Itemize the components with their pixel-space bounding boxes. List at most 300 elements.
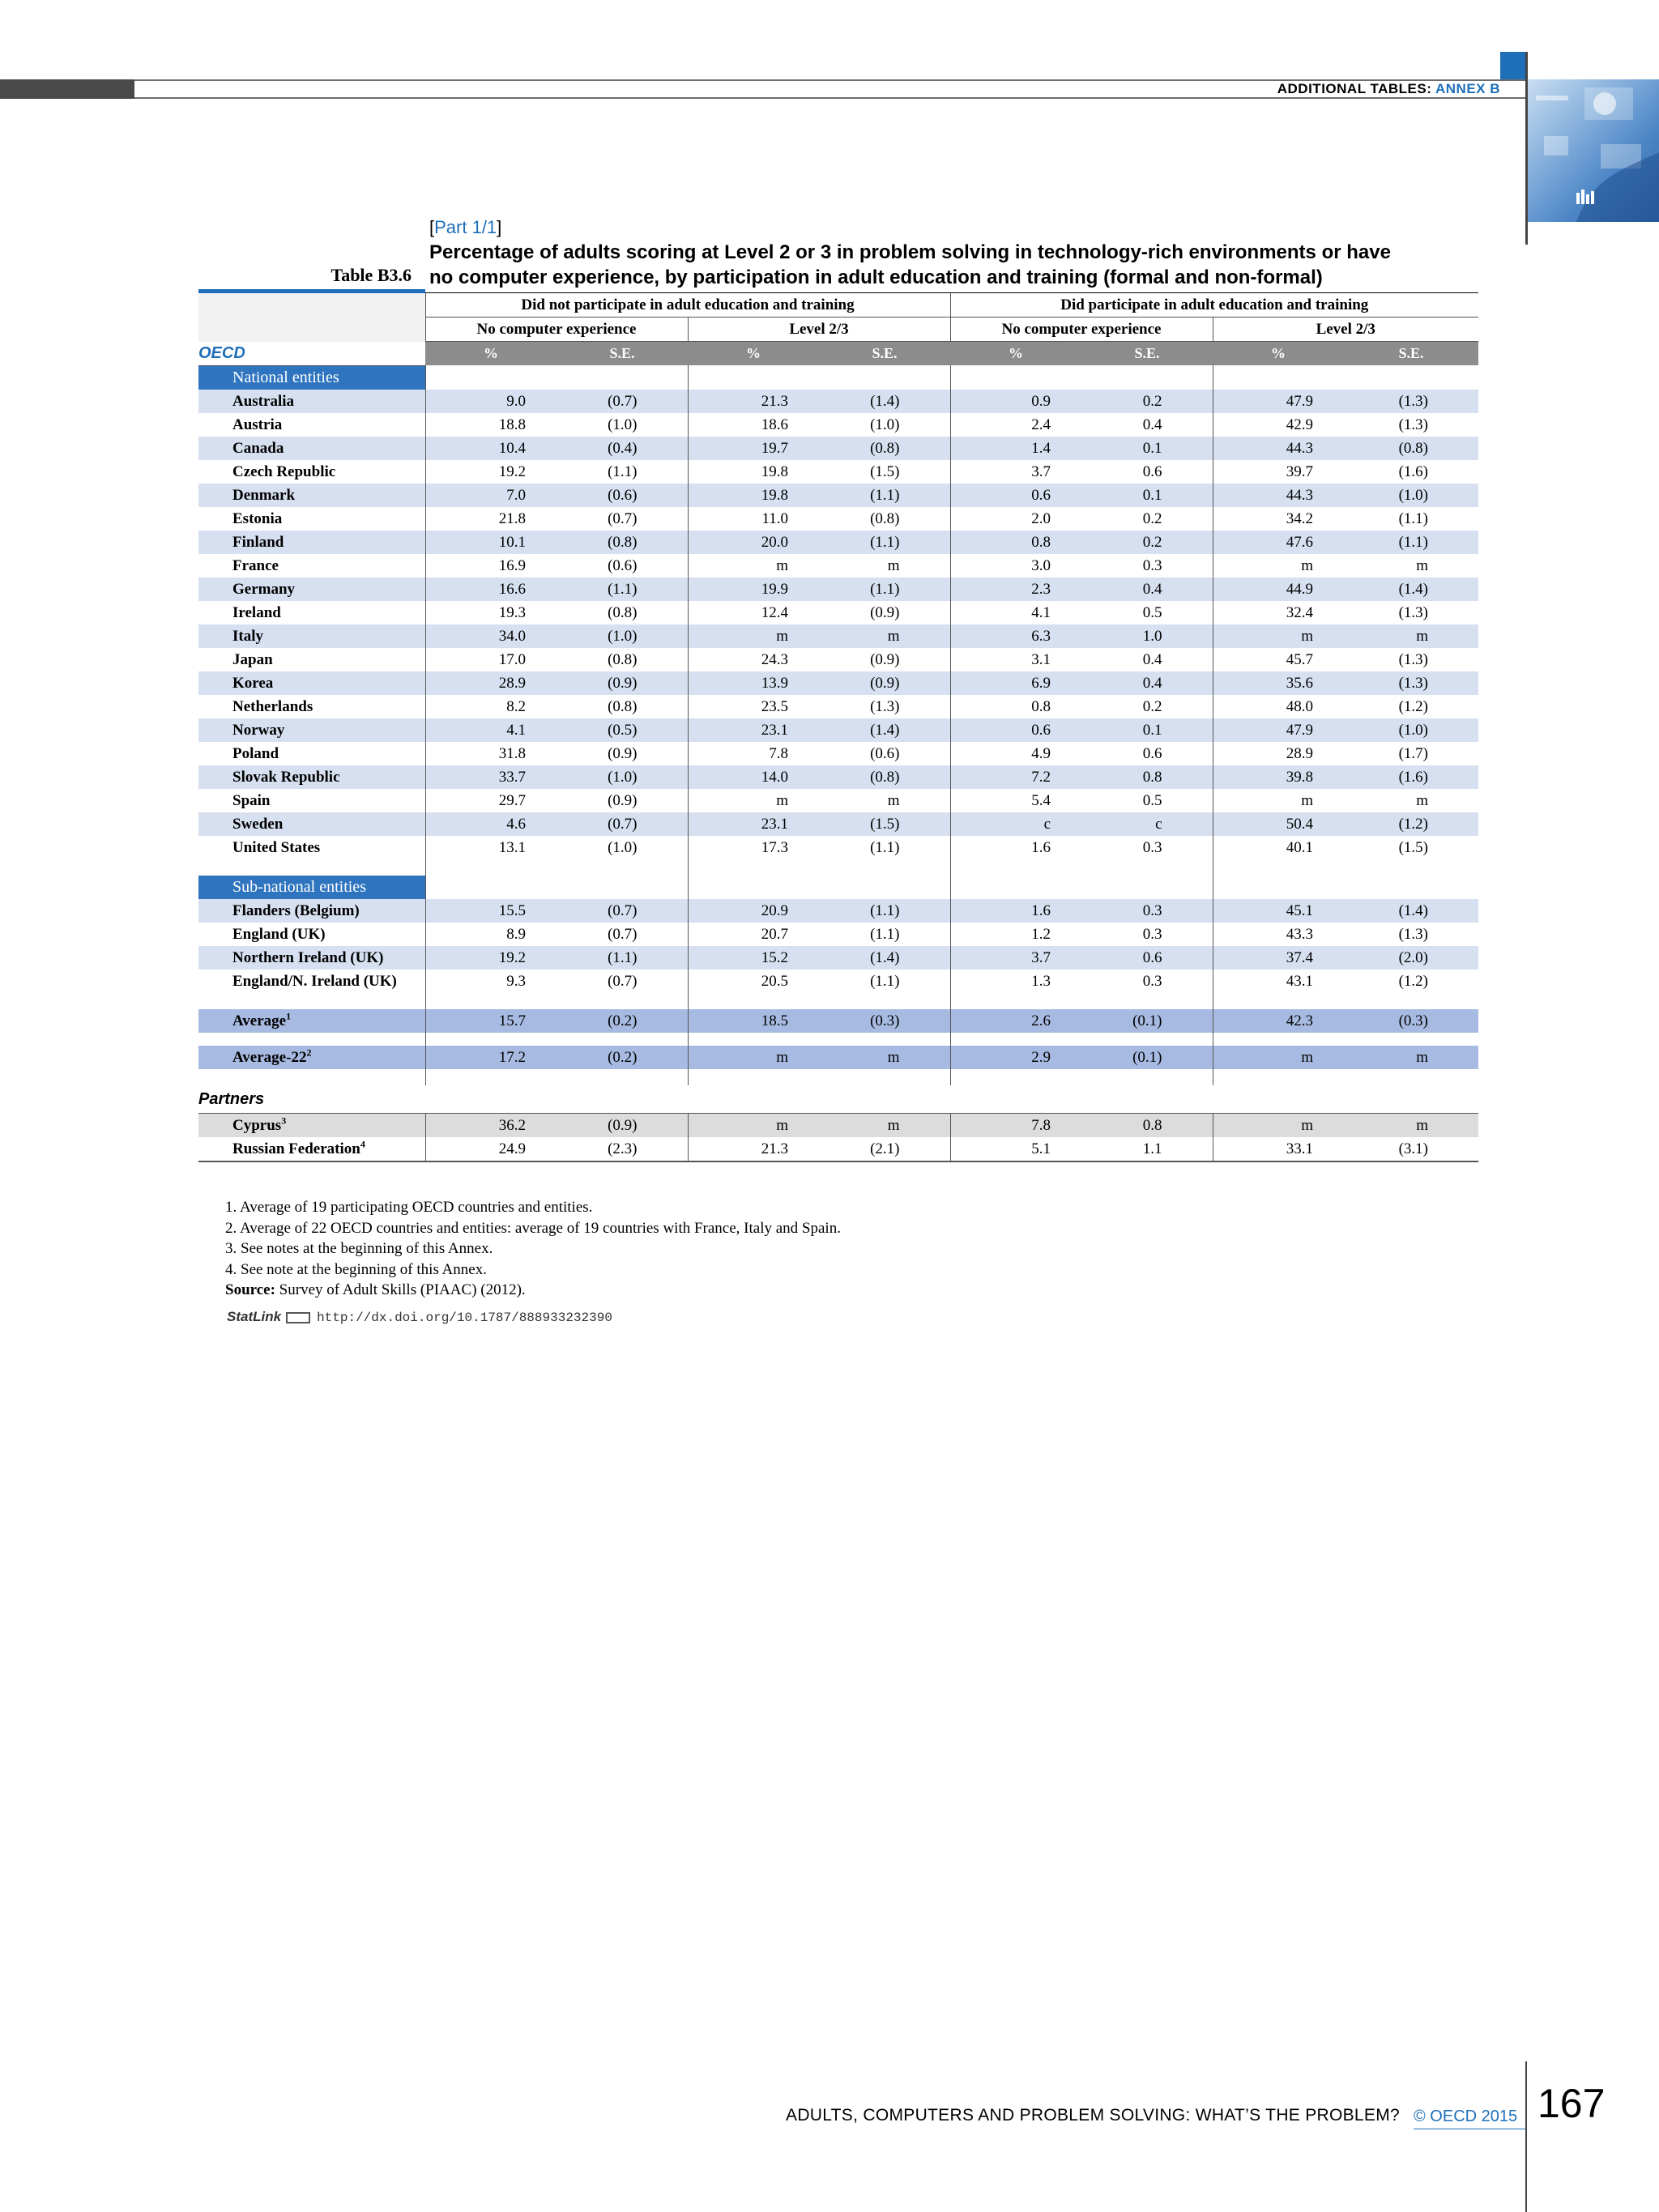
table-row: [198, 1113, 1478, 1137]
row-label: [198, 970, 425, 993]
table-cell: 24.3: [688, 648, 819, 671]
table-cell: (1.2): [1344, 812, 1478, 836]
table-cell: 29.7: [425, 789, 557, 812]
table-cell: (0.9): [557, 671, 688, 695]
part-text: Part 1/1: [434, 217, 497, 237]
table-cell: (1.4): [819, 718, 950, 742]
table-cell: (2.0): [1344, 946, 1478, 970]
row-label: [198, 718, 425, 742]
empty-cell: [425, 1069, 557, 1085]
table-cell: m: [819, 1046, 950, 1069]
table-cell: m: [887, 791, 900, 809]
table-cell: 33.7: [425, 765, 557, 789]
table-row: [198, 578, 1478, 601]
table-cell: 47.9: [1213, 718, 1344, 742]
table-cell: (0.9): [870, 650, 900, 668]
table-row: [198, 812, 1478, 836]
row-label: [198, 742, 425, 765]
row-label: [198, 578, 425, 601]
corner-cell: [198, 318, 425, 342]
table-cell: (0.6): [608, 556, 638, 574]
empty-cell: [1213, 859, 1344, 876]
table-cell: 16.6: [425, 578, 557, 601]
table-cell: (0.9): [557, 1113, 688, 1137]
table-cell: 0.8: [1081, 1113, 1213, 1137]
table-cell: 0.3: [1142, 925, 1162, 943]
table-cell: 0.3: [1142, 972, 1162, 990]
table-cell: m: [688, 1046, 819, 1069]
table-row: [198, 695, 1478, 718]
column-header: %: [425, 342, 557, 366]
row-label: [198, 836, 425, 859]
table-row: [198, 601, 1478, 624]
table-cell: 1.6: [950, 836, 1081, 859]
running-header-prefix: ADDITIONAL TABLES:: [1277, 81, 1435, 96]
empty-cell: [819, 876, 950, 899]
footnote-marker: 3: [281, 1115, 287, 1127]
table-cell: 4.6: [425, 812, 557, 836]
table-cell: (1.4): [1344, 578, 1478, 601]
empty-cell: [688, 993, 819, 1009]
row-name: Russian Federation: [232, 1140, 360, 1157]
partners-label: Partners: [198, 1085, 1478, 1114]
empty-cell: [1213, 365, 1344, 390]
footer-copyright: © OECD 2015: [1414, 2108, 1518, 2125]
table-row: [198, 554, 1478, 578]
table-row: [198, 531, 1478, 554]
table-cell: 2.3: [950, 578, 1081, 601]
table-cell: (1.1): [1398, 509, 1429, 527]
table-cell: 0.4: [1142, 650, 1162, 668]
table-cell: (1.5): [1398, 838, 1429, 856]
table-cell: 0.8: [950, 531, 1081, 554]
table-row: [198, 899, 1478, 923]
table-cell: m: [819, 624, 950, 648]
empty-cell: [1081, 1033, 1213, 1046]
data-table: [198, 293, 1478, 1162]
table-cell: (0.1): [1081, 1046, 1213, 1069]
table-cell: 0.2: [1142, 509, 1162, 527]
table-cell: 34.2: [1213, 507, 1344, 531]
table-body: [198, 365, 1478, 1161]
table-cell: 6.3: [950, 624, 1081, 648]
note-line: 2. Average of 22 OECD countries and entities: average of 19 countries with France, Italy and Spain.: [225, 1219, 841, 1237]
source-line: [225, 1280, 841, 1301]
row-label: [198, 812, 425, 836]
table-cell: (0.9): [608, 791, 638, 809]
note-line: 3. See notes at the beginning of this Annex.: [225, 1240, 493, 1257]
row-name: France: [232, 556, 279, 574]
table-cell: m: [688, 1113, 819, 1137]
table-cell: 8.2: [425, 695, 557, 718]
table-cell: m: [1416, 556, 1429, 574]
table-cell: 42.9: [1213, 413, 1344, 437]
table-cell: (1.3): [1398, 650, 1429, 668]
table-cell: 0.5: [1142, 603, 1162, 621]
table-cell: 19.2: [425, 460, 557, 484]
table-cell: (0.7): [608, 925, 638, 943]
table-cell: 15.5: [425, 899, 557, 923]
table-cell: 7.8: [950, 1113, 1081, 1137]
empty-cell: [198, 1033, 425, 1046]
table-cell: 0.3: [1081, 899, 1213, 923]
sub-header: Level 2/3: [1213, 318, 1478, 342]
table-row: [198, 923, 1478, 946]
empty-cell: [819, 1033, 950, 1046]
empty-cell: [819, 993, 950, 1009]
table-cell: 40.1: [1213, 836, 1344, 859]
table-cell: 3.7: [950, 946, 1081, 970]
table-cell: 32.4: [1213, 601, 1344, 624]
row-name: Northern Ireland (UK): [232, 948, 384, 966]
table-cell: 20.7: [688, 923, 819, 946]
table-cell: 47.9: [1213, 390, 1344, 413]
empty-cell: [198, 1069, 425, 1085]
footnote-marker: 4: [360, 1138, 365, 1150]
table-cell: (1.0): [557, 624, 688, 648]
table-cell: (1.4): [819, 390, 950, 413]
sub-header: No computer experience: [425, 318, 688, 342]
empty-cell: [425, 993, 557, 1009]
table-cell: 19.2: [425, 946, 557, 970]
table-id: Table B3.6: [331, 265, 412, 285]
section-national-entities: National entities: [198, 365, 425, 390]
table-cell: (1.0): [1344, 484, 1478, 507]
table-cell: 10.1: [425, 531, 557, 554]
table-cell: (1.3): [1344, 671, 1478, 695]
empty-cell: [1081, 859, 1213, 876]
row-name: Norway: [232, 721, 285, 739]
running-header-annex: ANNEX B: [1435, 81, 1500, 96]
table-row: [198, 742, 1478, 765]
table-cell: (1.1): [819, 578, 950, 601]
table-title-line-1: Percentage of adults scoring at Level 2 or 3 in problem solving in technology-rich environments or have: [429, 241, 1391, 263]
table-cell: 7.2: [950, 765, 1081, 789]
table-cell: (0.9): [819, 671, 950, 695]
table-cell: 12.4: [688, 601, 819, 624]
table-row: [198, 946, 1478, 970]
table-cell: m: [688, 789, 819, 812]
table-cell: m: [688, 624, 819, 648]
empty-cell: [1081, 365, 1213, 390]
table-row: [198, 789, 1478, 812]
row-name: Czech Republic: [232, 462, 336, 480]
table-cell: m: [1344, 1113, 1478, 1137]
empty-cell: [688, 859, 819, 876]
row-label: [198, 507, 425, 531]
table-cell: 33.1: [1213, 1137, 1344, 1161]
table-cell: 0.2: [1081, 531, 1213, 554]
table-cell: 35.6: [1213, 671, 1344, 695]
table-cell: m: [887, 556, 900, 574]
table-cell: (1.7): [1398, 744, 1429, 762]
table-cell: 18.6: [688, 413, 819, 437]
table-cell: (1.1): [870, 972, 900, 990]
empty-cell: [688, 1069, 819, 1085]
row-label: [198, 554, 425, 578]
table-cell: 7.0: [425, 484, 557, 507]
table-cell: 0.6: [950, 484, 1081, 507]
spacer-row: [198, 1033, 1478, 1046]
empty-cell: [688, 365, 819, 390]
header-blue-square: [1500, 52, 1528, 79]
table-cell: 9.0: [425, 390, 557, 413]
table-cell: 20.9: [688, 899, 819, 923]
table-cell: m: [1344, 624, 1478, 648]
empty-cell: [1344, 859, 1478, 876]
table-cell: 3.0: [950, 554, 1081, 578]
empty-cell: [425, 859, 557, 876]
spacer-row: [198, 1069, 1478, 1085]
table-cell: c: [950, 812, 1081, 836]
table-cell: 2.6: [950, 1009, 1081, 1033]
table-cell: 1.3: [950, 970, 1081, 993]
group-header-row: [198, 293, 1478, 318]
empty-cell: [557, 1069, 688, 1085]
table-cell: (1.0): [608, 416, 638, 433]
table-cell: (1.0): [1344, 718, 1478, 742]
table-cell: 31.8: [425, 742, 557, 765]
row-label: [198, 765, 425, 789]
group-header-no-participation: Did not participate in adult education and training: [425, 293, 950, 318]
row-name: Germany: [232, 580, 296, 598]
table-cell: 19.8: [688, 484, 819, 507]
table-cell: 4.1: [950, 601, 1081, 624]
table-cell: m: [819, 1113, 950, 1137]
empty-cell: [1213, 993, 1344, 1009]
empty-cell: [1081, 1069, 1213, 1085]
table-cell: (1.3): [870, 697, 900, 715]
table-cell: 9.3: [425, 970, 557, 993]
table-cell: m: [1344, 1046, 1478, 1069]
row-name: Flanders (Belgium): [232, 901, 360, 919]
empty-cell: [950, 1033, 1081, 1046]
table-cell: 4.1: [425, 718, 557, 742]
table-cell: (1.2): [1398, 697, 1429, 715]
section-subnational-entities: Sub-national entities: [198, 876, 425, 899]
table-cell: 21.3: [688, 1137, 819, 1161]
empty-cell: [1081, 876, 1213, 899]
statlink-url[interactable]: http://dx.doi.org/10.1787/888933232390: [317, 1311, 612, 1325]
row-label: [198, 1113, 425, 1137]
technology-graphic-icon: [1528, 79, 1659, 222]
row-name: Japan: [232, 650, 273, 668]
empty-cell: [1344, 365, 1478, 390]
part-label: [Part 1/1]: [429, 217, 502, 237]
table-cell: 18.8: [425, 413, 557, 437]
empty-cell: [819, 1069, 950, 1085]
row-name: Austria: [232, 416, 283, 433]
empty-cell: [198, 993, 425, 1009]
table-cell: 13.9: [688, 671, 819, 695]
sub-header-row: [198, 318, 1478, 342]
column-header: S.E.: [819, 342, 950, 366]
table-cell: 0.6: [1142, 744, 1162, 762]
table-cell: 0.8: [1081, 765, 1213, 789]
table-row: [198, 624, 1478, 648]
table-cell: (0.7): [557, 899, 688, 923]
table-cell: 13.1: [425, 836, 557, 859]
table-cell: 5.1: [950, 1137, 1081, 1161]
table-cell: 2.0: [950, 507, 1081, 531]
row-name: Spain: [232, 791, 271, 809]
table-cell: 19.3: [425, 601, 557, 624]
table-row: [198, 671, 1478, 695]
table-row: [198, 836, 1478, 859]
table-cell: (1.1): [608, 462, 638, 480]
table-cell: 1.2: [950, 923, 1081, 946]
row-label: [198, 1009, 425, 1033]
table-cell: 0.2: [1081, 390, 1213, 413]
row-label: [198, 601, 425, 624]
table-cell: m: [688, 554, 819, 578]
empty-cell: [198, 859, 425, 876]
empty-cell: [557, 993, 688, 1009]
table-cell: 50.4: [1213, 812, 1344, 836]
statlink[interactable]: [227, 1309, 612, 1325]
corner-cell: [198, 293, 425, 318]
table-cell: 3.1: [950, 648, 1081, 671]
row-label: [198, 1137, 425, 1161]
table-cell: 39.8: [1213, 765, 1344, 789]
table-cell: 44.3: [1213, 484, 1344, 507]
row-label: [198, 531, 425, 554]
empty-cell: [1344, 1033, 1478, 1046]
table-cell: (1.1): [870, 925, 900, 943]
table-cell: (1.6): [1398, 462, 1429, 480]
table-notes: [225, 1197, 841, 1301]
table-cell: (1.1): [819, 899, 950, 923]
row-label: [198, 695, 425, 718]
table-cell: 1.6: [950, 899, 1081, 923]
row-name: Korea: [232, 674, 274, 692]
table-cell: m: [1213, 1046, 1344, 1069]
corner-decorative-image: [1528, 79, 1659, 222]
column-header: S.E.: [1081, 342, 1213, 366]
table-cell: (0.6): [557, 484, 688, 507]
table-cell: (0.8): [608, 650, 638, 668]
group-header-participation: Did participate in adult education and training: [950, 293, 1478, 318]
empty-cell: [557, 859, 688, 876]
table-cell: (0.2): [557, 1046, 688, 1069]
empty-cell: [950, 876, 1081, 899]
footer-vertical-rule: [1525, 2061, 1527, 2212]
table-cell: (0.7): [557, 390, 688, 413]
table-cell: (1.0): [608, 838, 638, 856]
table-cell: 0.6: [1081, 946, 1213, 970]
empty-cell: [557, 365, 688, 390]
table-cell: 0.6: [950, 718, 1081, 742]
column-header: %: [950, 342, 1081, 366]
table-cell: 37.4: [1213, 946, 1344, 970]
row-label: [198, 624, 425, 648]
row-name: Finland: [232, 533, 284, 551]
table-cell: 14.0: [688, 765, 819, 789]
statlink-icon: [286, 1312, 310, 1323]
empty-cell: [425, 1033, 557, 1046]
table-cell: (0.1): [1081, 1009, 1213, 1033]
table-cell: 20.5: [688, 970, 819, 993]
table-cell: 0.1: [1081, 484, 1213, 507]
table-cell: (0.3): [819, 1009, 950, 1033]
row-name: Poland: [232, 744, 279, 762]
table-cell: 16.9: [425, 554, 557, 578]
table-row: [198, 507, 1478, 531]
table-cell: (1.0): [870, 416, 900, 433]
table-cell: 11.0: [688, 507, 819, 531]
row-name: Sweden: [232, 815, 284, 833]
table-cell: 24.9: [425, 1137, 557, 1161]
source-text: Survey of Adult Skills (PIAAC) (2012).: [275, 1281, 526, 1298]
row-name: Australia: [232, 392, 294, 410]
table-cell: 42.3: [1213, 1009, 1344, 1033]
empty-cell: [1081, 993, 1213, 1009]
empty-cell: [819, 365, 950, 390]
sub-header: Level 2/3: [688, 318, 950, 342]
table-cell: (1.3): [1398, 925, 1429, 943]
empty-cell: [1213, 876, 1344, 899]
note-line: 4. See note at the beginning of this Annex.: [225, 1260, 487, 1278]
table-cell: (0.2): [557, 1009, 688, 1033]
table-cell: 44.9: [1213, 578, 1344, 601]
table-cell: 48.0: [1213, 695, 1344, 718]
table-cell: (1.4): [1344, 899, 1478, 923]
table-cell: (2.1): [819, 1137, 950, 1161]
table-cell: (0.4): [557, 437, 688, 460]
empty-cell: [557, 876, 688, 899]
table-cell: (0.8): [870, 509, 900, 527]
empty-cell: [1344, 1069, 1478, 1085]
row-label: [198, 923, 425, 946]
table-cell: 21.3: [688, 390, 819, 413]
table-cell: (1.3): [1398, 603, 1429, 621]
row-name: England/N. Ireland (UK): [232, 972, 397, 990]
table-cell: 19.9: [688, 578, 819, 601]
column-header-row: [198, 342, 1478, 366]
table-cell: 36.2: [425, 1113, 557, 1137]
table-cell: 6.9: [950, 671, 1081, 695]
row-name: Canada: [232, 439, 284, 457]
table-cell: (1.2): [1398, 972, 1429, 990]
table-cell: 15.2: [688, 946, 819, 970]
table-cell: (0.7): [608, 972, 638, 990]
empty-cell: [1213, 1069, 1344, 1085]
table-row: [198, 1137, 1478, 1161]
row-name: England (UK): [232, 925, 326, 943]
row-name: Average-22: [232, 1048, 307, 1066]
empty-cell: [950, 365, 1081, 390]
row-label: [198, 484, 425, 507]
table-cell: (0.8): [819, 437, 950, 460]
empty-cell: [950, 993, 1081, 1009]
table-cell: (1.5): [870, 462, 900, 480]
table-cell: 21.8: [425, 507, 557, 531]
column-header: S.E.: [1344, 342, 1478, 366]
row-name: Ireland: [232, 603, 281, 621]
table-cell: (0.8): [608, 697, 638, 715]
row-label: [198, 648, 425, 671]
table-cell: 18.5: [688, 1009, 819, 1033]
spacer-row: [198, 993, 1478, 1009]
row-label: [198, 789, 425, 812]
table-cell: 0.4: [1081, 578, 1213, 601]
table-cell: (0.7): [557, 812, 688, 836]
row-label: [198, 946, 425, 970]
table-cell: 1.1: [1081, 1137, 1213, 1161]
empty-cell: [425, 365, 557, 390]
running-header: [1053, 79, 1500, 99]
row-name: Netherlands: [232, 697, 313, 715]
